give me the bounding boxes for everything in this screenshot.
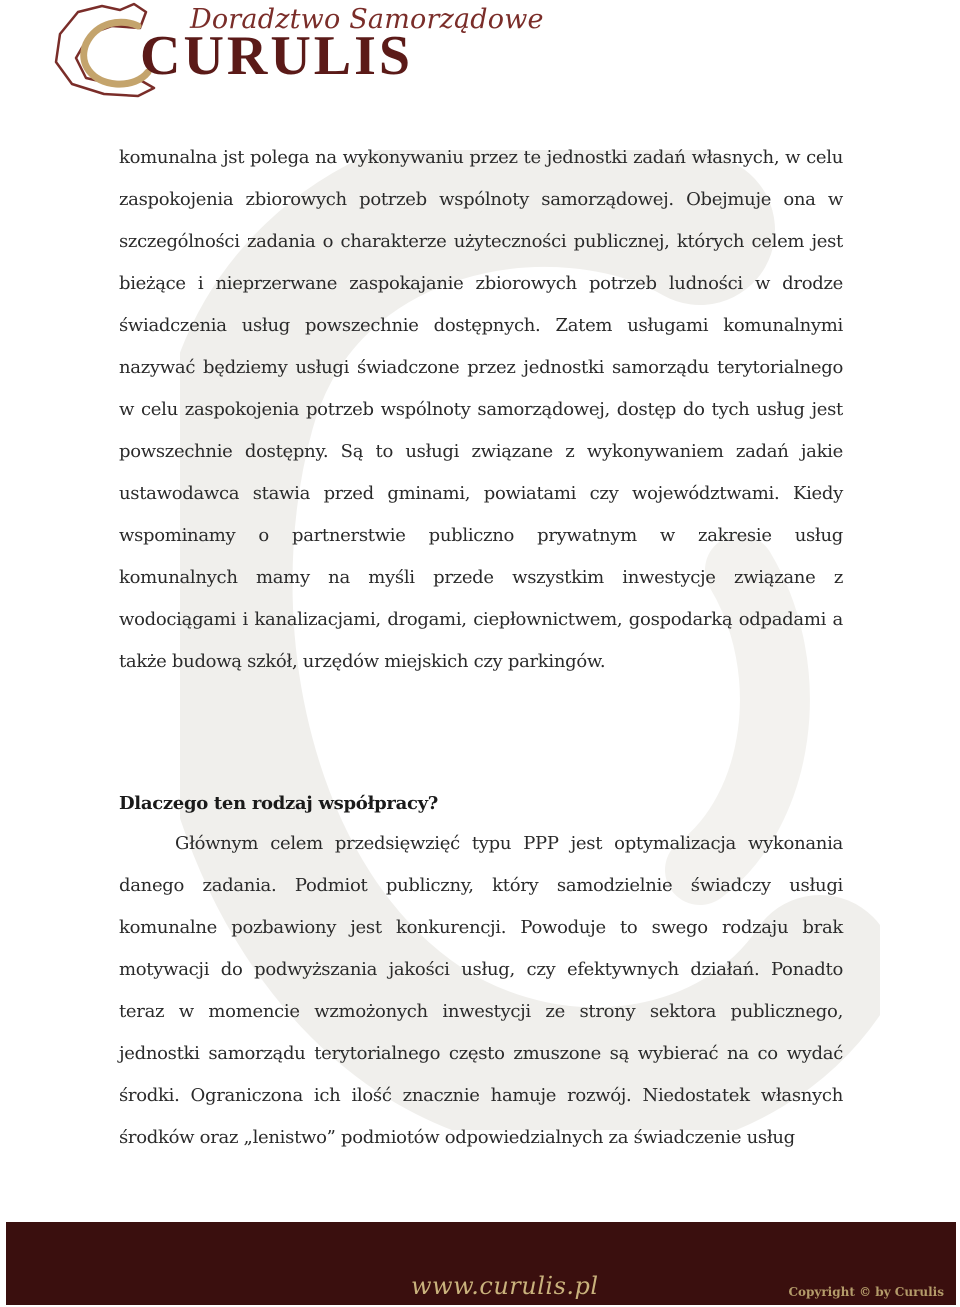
logo-wordmark: CURULIS bbox=[140, 25, 414, 87]
section-heading: Dlaczego ten rodzaj współpracy? bbox=[119, 793, 439, 814]
logo-tagline: Doradztwo Samorządowe bbox=[190, 4, 544, 35]
body-paragraph: Głównym celem przedsięwzięć typu PPP jest optymalizacja wykonania danego zadania. Podmiot publiczny, który samodzielnie świadczy usługi komunalne pozbawiony jest konkurencji. Powoduje to swego rodzaju brak motywacji do podwyższania jakości usług, czy efektywnych działań. Ponadto teraz w momencie wzmożonych inwestycji ze strony sektora publicznego, jednostki samorządu terytorialnego często zmuszone są wybierać na co wydać środki. Ograniczona ich ilość znacznie hamuje rozwój. Niedostatek własnych środków oraz „lenistwo” podmiotów odpowiedzialnych za świadczenie usług bbox=[119, 833, 843, 1148]
body-paragraph: komunalna jst polega na wykonywaniu przez te jednostki zadań własnych, w celu zaspokojenia zbiorowych potrzeb wspólnoty samorządowej. Obejmuje ona w szczególności zadania o charakterze użyteczności publicznej, których celem jest bieżące i nieprzerwane zaspokajanie zbiorowych potrzeb ludności w drodze świadczenia usług powszechnie dostępnych. Zatem usługami komunalnymi nazywać będziemy usługi świadczone przez jednostki samorządu terytorialnego w celu zaspokojenia potrzeb wspólnoty samorządowej, dostęp do tych usług jest powszechnie dostępny. Są to usługi związane z wykonywaniem zadań jakie ustawodawca stawia przed gminami, powiatami czy województwami. Kiedy wspominamy o partnerstwie publiczno prywatnym w zakresie usług komunalnych mamy na myśli przede wszystkim inwestycje związane z wodociągami i kanalizacjami, drogami, ciepłownictwem, gospodarką odpadami a także budową szkół, urzędów miejskich czy parkingów. bbox=[119, 147, 843, 672]
footer-bar bbox=[6, 1222, 956, 1305]
logo bbox=[42, 0, 544, 100]
footer-copyright: Copyright © by Curulis bbox=[788, 1285, 944, 1299]
footer-website-link[interactable]: www.curulis.pl bbox=[411, 1272, 599, 1300]
